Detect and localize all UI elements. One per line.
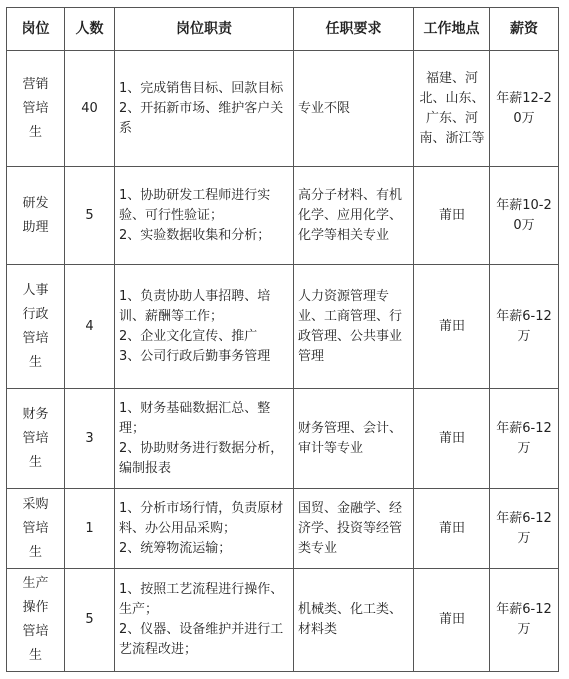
- table-row: [7, 51, 559, 167]
- headcount-cell: [65, 569, 115, 672]
- requirements-text-cell: [294, 167, 414, 265]
- table-row: [7, 489, 559, 569]
- duty-item: 2、开拓新市场、维护客户关系: [119, 100, 284, 136]
- position-name-cell: [7, 167, 65, 265]
- position-name-cell: [7, 389, 65, 489]
- duties-cell: [115, 489, 294, 569]
- requirements-text-cell: [294, 51, 414, 167]
- table-row: [7, 389, 559, 489]
- location-text-cell: [414, 51, 490, 167]
- salary-text: 年薪6-12万: [496, 420, 552, 456]
- headcount: 5: [85, 207, 94, 223]
- headcount: 1: [85, 520, 94, 536]
- duty-item: 1、完成销售目标、回款目标: [119, 80, 284, 96]
- requirements-text-cell: [294, 489, 414, 569]
- duties-cell: [115, 51, 294, 167]
- location-text-cell: [414, 389, 490, 489]
- headcount-cell: [65, 489, 115, 569]
- duties-cell: [115, 389, 294, 489]
- duties-cell: [115, 167, 294, 265]
- duty-item: 2、协助财务进行数据分析，编制报表: [119, 440, 284, 476]
- salary-text-cell: [490, 51, 559, 167]
- headcount: 40: [81, 100, 98, 116]
- table-body: [7, 51, 559, 672]
- requirements-text: 人力资源管理专业、工商管理、行政管理、公共事业管理: [298, 288, 403, 364]
- header-row: [7, 8, 559, 51]
- header-salary: 薪资: [490, 8, 559, 51]
- position-name-cell: [7, 569, 65, 672]
- requirements-text-cell: [294, 389, 414, 489]
- requirements-text: 机械类、化工类、材料类: [298, 602, 403, 637]
- position-name-cell: [7, 489, 65, 569]
- table-header: [7, 8, 559, 51]
- duty-item: 1、负责协助人事招聘、培训、薪酬等工作；: [119, 288, 271, 324]
- header-duties: 岗位职责: [115, 8, 294, 51]
- location-text: 莆田: [438, 612, 465, 627]
- requirements-text: 高分子材料、有机化学、应用化学、化学等相关专业: [298, 187, 403, 243]
- duties-cell: [115, 265, 294, 389]
- duty-item: 1、按照工艺流程进行操作、生产；: [119, 582, 284, 617]
- salary-text-cell: [490, 265, 559, 389]
- table-row: [7, 167, 559, 265]
- position-name-cell: [7, 265, 65, 389]
- location-text-cell: [414, 167, 490, 265]
- requirements-text: 财务管理、会计、审计等专业: [298, 420, 403, 456]
- header-requirements: 任职要求: [294, 8, 414, 51]
- location-text: 莆田: [438, 318, 465, 334]
- location-text-cell: [414, 489, 490, 569]
- duty-item: 1、协助研发工程师进行实验、可行性验证；: [119, 187, 271, 223]
- jobs-table: [6, 7, 559, 672]
- headcount-cell: [65, 167, 115, 265]
- salary-text-cell: [490, 389, 559, 489]
- position-name: 采购管培生: [22, 496, 49, 560]
- salary-text-cell: [490, 569, 559, 672]
- location-text-cell: [414, 569, 490, 672]
- header-count: 人数: [65, 8, 115, 51]
- duties-cell: [115, 569, 294, 672]
- header-location: 工作地点: [414, 8, 490, 51]
- headcount: 3: [85, 430, 94, 446]
- salary-text: 年薪12-20万: [496, 90, 552, 126]
- position-name: 营销管培生: [22, 76, 49, 140]
- salary-text: 年薪6-12万: [496, 308, 552, 344]
- location-text: 福建、河北、山东、广东、河南、浙江等: [419, 70, 485, 146]
- table-row: [7, 265, 559, 389]
- location-text: 莆田: [438, 207, 465, 223]
- salary-text: 年薪10-20万: [496, 197, 552, 233]
- duty-item: 2、仪器、设备维护并进行工艺流程改进；: [119, 622, 284, 657]
- requirements-text-cell: [294, 569, 414, 672]
- header-position: 岗位: [7, 8, 65, 51]
- position-name: 财务管培生: [22, 406, 49, 470]
- duty-item: 2、企业文化宣传、推广: [119, 328, 258, 344]
- position-name: 生产操作管培生: [22, 576, 49, 663]
- location-text: 莆田: [438, 520, 465, 536]
- requirements-text: 专业不限: [298, 100, 351, 116]
- requirements-text: 国贸、金融学、经济学、投资等经管类专业: [298, 500, 403, 556]
- table-row: [7, 569, 559, 672]
- requirements-text-cell: [294, 265, 414, 389]
- location-text-cell: [414, 265, 490, 389]
- salary-text-cell: [490, 489, 559, 569]
- salary-text: 年薪6-12万: [496, 510, 552, 546]
- position-name: 人事行政管培生: [22, 282, 49, 370]
- position-name: 研发助理: [22, 195, 49, 235]
- headcount-cell: [65, 265, 115, 389]
- duty-item: 2、实验数据收集和分析；: [119, 227, 271, 243]
- location-text: 莆田: [438, 430, 465, 446]
- headcount: 5: [85, 612, 94, 627]
- duty-item: 1、分析市场行情，负责原材料、办公用品采购；: [119, 500, 284, 536]
- headcount-cell: [65, 389, 115, 489]
- salary-text: 年薪6-12万: [496, 602, 552, 637]
- position-name-cell: [7, 51, 65, 167]
- duty-item: 3、公司行政后勤事务管理: [119, 348, 271, 364]
- headcount: 4: [85, 318, 94, 334]
- duty-item: 2、统筹物流运输；: [119, 540, 232, 556]
- headcount-cell: [65, 51, 115, 167]
- duty-item: 1、财务基础数据汇总、整理；: [119, 400, 271, 436]
- salary-text-cell: [490, 167, 559, 265]
